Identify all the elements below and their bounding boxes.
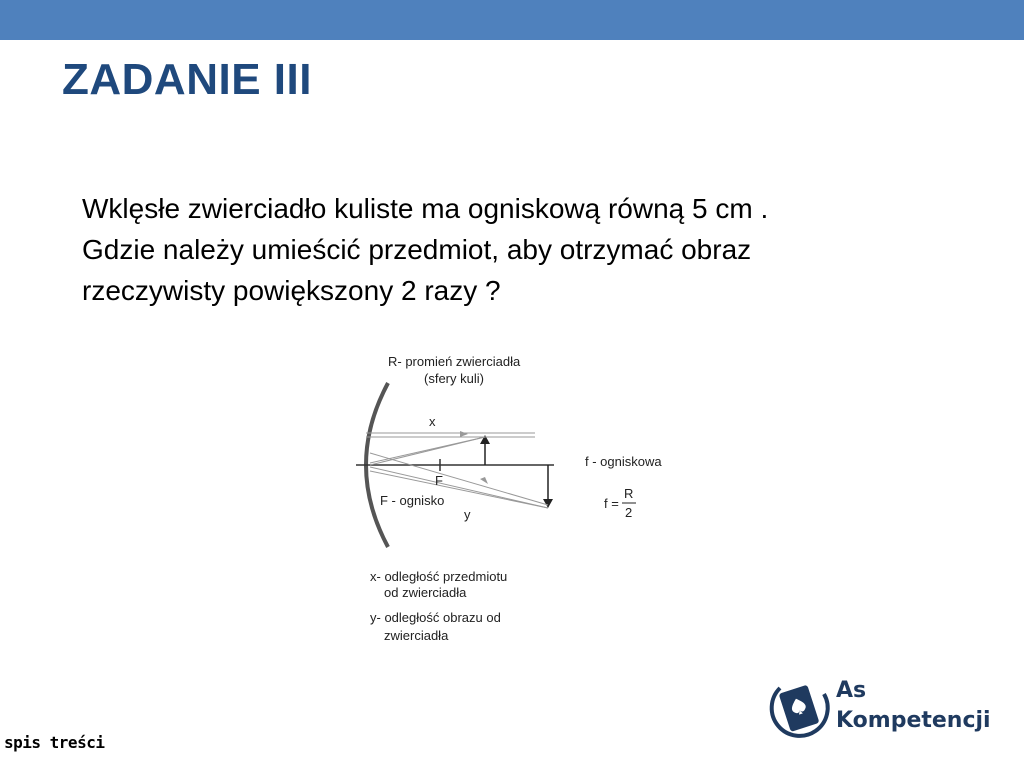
task-text-line: Wklęsłe zwierciadło kuliste ma ogniskową równą 5 cm .: [82, 193, 769, 224]
legend-y-line1: y- odległość obrazu od: [370, 610, 501, 625]
spade-in-circle-icon: [766, 674, 832, 742]
legend-x-line2: od zwierciadła: [384, 585, 467, 600]
legend-x-line1: x- odległość przedmiotu: [370, 569, 508, 584]
label-focus-desc: F - ognisko: [380, 493, 445, 508]
caption-sphere: (sfery kuli): [424, 371, 484, 386]
legend-y-line2: zwierciadła: [384, 628, 449, 643]
top-bar: [0, 0, 1024, 40]
label-focus: F: [435, 473, 443, 488]
logo-text-line1: As: [836, 678, 867, 703]
as-kompetencji-logo: [766, 674, 1006, 746]
object-arrowhead: [480, 435, 490, 444]
formula-numerator: R: [624, 486, 634, 501]
formula-denominator: 2: [625, 505, 633, 520]
concave-mirror-diagram: [340, 345, 700, 670]
toc-link[interactable]: spis treści: [4, 733, 105, 752]
label-focal-length: f - ogniskowa: [585, 454, 662, 469]
formula-lhs: f =: [604, 496, 619, 511]
task-text-line: Gdzie należy umieścić przedmiot, aby otrzymać obraz: [82, 234, 752, 265]
caption-radius: R- promień zwierciadła: [388, 354, 521, 369]
task-text-line: rzeczywisty powiększony 2 razy ?: [82, 275, 501, 306]
slide-title: ZADANIE III: [62, 55, 312, 104]
label-x: x: [429, 414, 436, 429]
label-y: y: [464, 507, 471, 522]
task-text: [82, 188, 982, 311]
logo-text: [836, 676, 991, 736]
logo-text-line2: Kompetencji: [836, 708, 991, 733]
diagram-svg: [340, 345, 700, 665]
